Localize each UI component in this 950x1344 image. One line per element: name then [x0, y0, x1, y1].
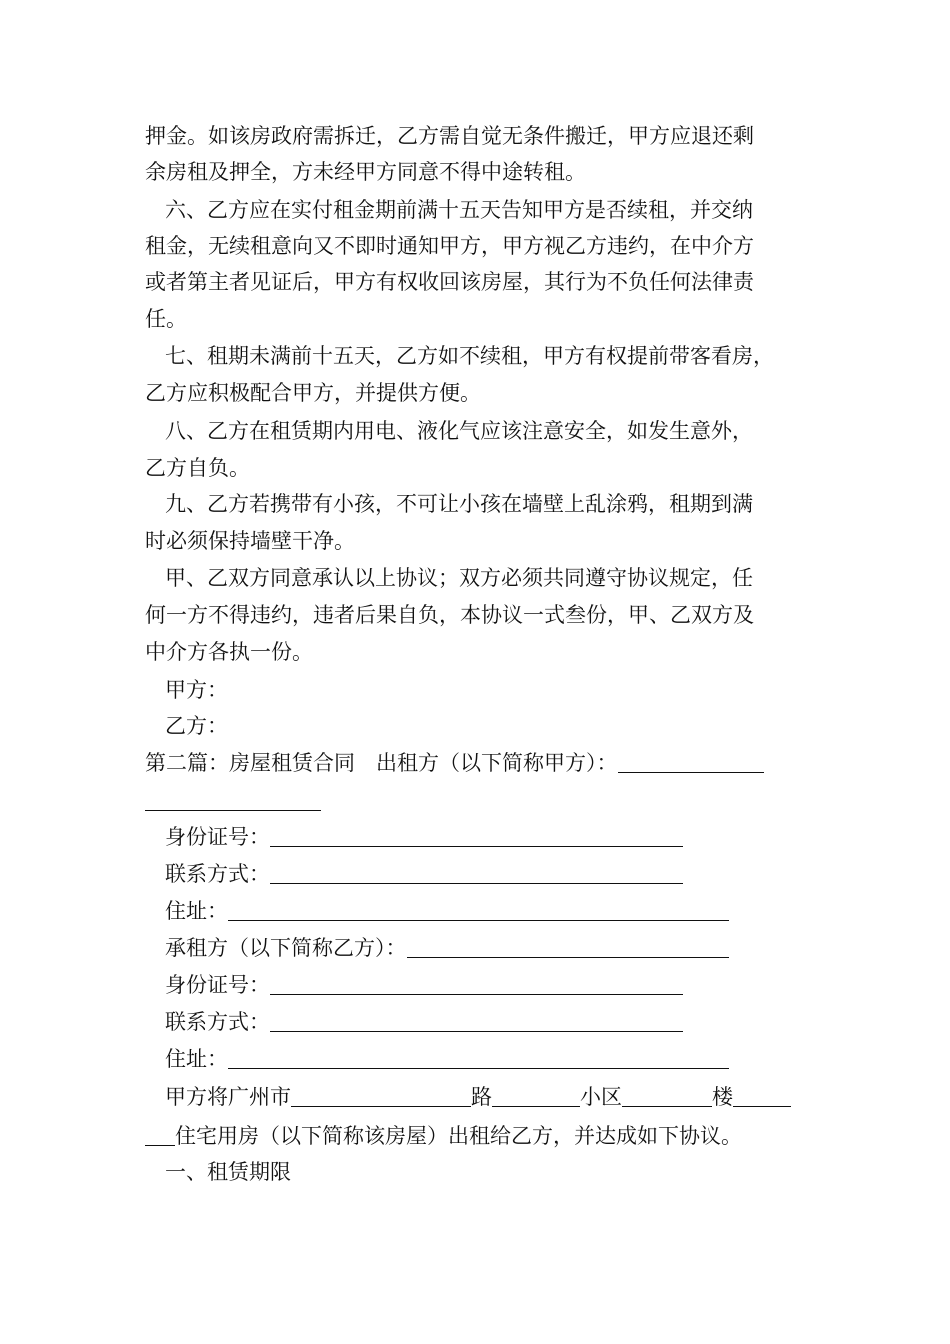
text-line: 押金。如该房政府需拆迁，乙方需自觉无条件搬迁，甲方应退还剩 [145, 124, 754, 148]
blank-line [270, 826, 683, 847]
text-line: 九、乙方若携带有小孩，不可让小孩在墙壁上乱涂鸦，租期到满 [165, 492, 753, 516]
lessee-contact-field [165, 1008, 683, 1036]
blank-line [270, 1011, 683, 1032]
blank-line [145, 1125, 175, 1146]
text-line: 余房租及押全，方未经甲方同意不得中途转租。 [145, 160, 586, 184]
text-line: 甲、乙双方同意承认以上协议；双方必须共同遵守协议规定，任 [165, 566, 753, 590]
road-label: 路 [471, 1085, 492, 1109]
lessee-field [165, 934, 729, 962]
lessor-name-blank-continued [145, 787, 321, 815]
party-a-signature: 甲方： [165, 678, 228, 702]
text-line: 乙方应积极配合甲方，并提供方便。 [145, 381, 481, 405]
lessor-id-field [165, 823, 683, 851]
property-suffix: 住宅用房（以下简称该房屋）出租给乙方，并达成如下协议。 [175, 1124, 742, 1148]
text-line: 乙方自负。 [145, 456, 250, 480]
city-blank [291, 1086, 471, 1107]
field-label: 身份证号： [165, 973, 270, 997]
text-line: 七、租期未满前十五天，乙方如不续租，甲方有权提前带客看房， [165, 344, 774, 368]
building-blank [733, 1086, 791, 1107]
building-label: 楼 [712, 1085, 733, 1109]
text-line: 时必须保持墙壁干净。 [145, 529, 355, 553]
property-location-line [165, 1083, 791, 1111]
field-label: 住址： [165, 899, 228, 923]
community-blank [622, 1086, 712, 1107]
blank-line [145, 790, 321, 811]
text-line: 六、乙方应在实付租金期前满十五天告知甲方是否续租，并交纳 [165, 198, 753, 222]
property-prefix: 甲方将广州市 [165, 1085, 291, 1109]
blank-line [407, 937, 729, 958]
party-b-signature: 乙方： [165, 714, 228, 738]
road-blank [492, 1086, 580, 1107]
text-line: 中介方各执一份。 [145, 640, 313, 664]
blank-line [270, 863, 683, 884]
community-label: 小区 [580, 1085, 622, 1109]
field-label: 承租方（以下简称乙方）： [165, 936, 407, 960]
section-heading: 一、租赁期限 [165, 1160, 291, 1184]
field-label: 住址： [165, 1047, 228, 1071]
field-label: 联系方式： [165, 1010, 270, 1034]
heading-text: 第二篇：房屋租赁合同 出租方（以下简称甲方）： [145, 751, 618, 775]
text-line: 租金，无续租意向又不即时通知甲方，甲方视乙方违约，在中介方 [145, 234, 754, 258]
lessor-contact-field [165, 860, 683, 888]
lessee-address-field [165, 1045, 729, 1073]
text-line: 八、乙方在租赁期内用电、液化气应该注意安全，如发生意外， [165, 419, 753, 443]
second-contract-heading [145, 749, 764, 777]
text-line: 或者第主者见证后，甲方有权收回该房屋，其行为不负任何法律责 [145, 270, 754, 294]
lessor-address-field [165, 897, 729, 925]
field-label: 联系方式： [165, 862, 270, 886]
field-label: 身份证号： [165, 825, 270, 849]
lessee-id-field [165, 971, 683, 999]
text-line: 任。 [145, 307, 187, 331]
blank-line [228, 1048, 729, 1069]
lessor-name-blank [618, 752, 764, 773]
blank-line [228, 900, 729, 921]
property-description-line [145, 1122, 742, 1150]
blank-line [270, 974, 683, 995]
text-line: 何一方不得违约，违者后果自负，本协议一式叁份，甲、乙双方及 [145, 603, 754, 627]
